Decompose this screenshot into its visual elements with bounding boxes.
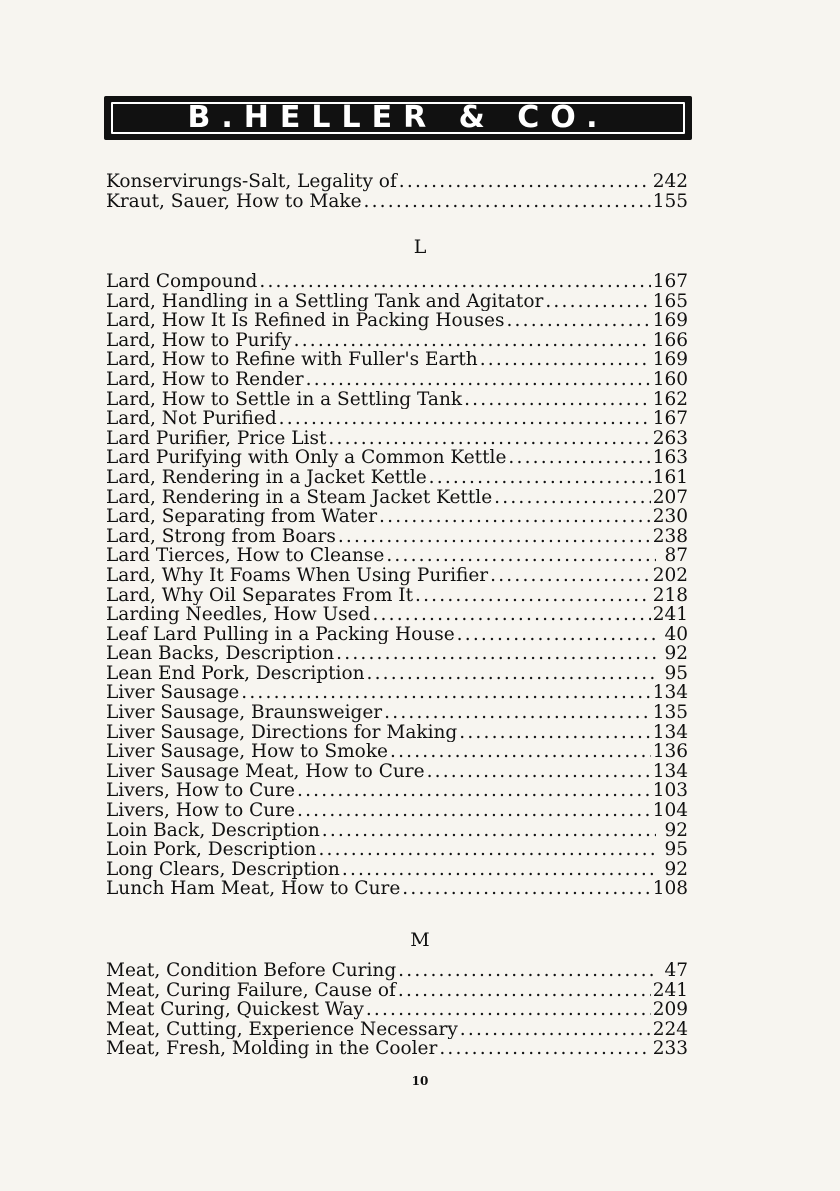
index-entry bbox=[106, 409, 688, 429]
index-entry-page: 104 bbox=[652, 801, 688, 821]
dot-leader bbox=[297, 801, 651, 821]
index-entry bbox=[106, 762, 688, 782]
index-entry-term: Lean Backs, Description bbox=[106, 644, 335, 664]
index-entry-term: Lunch Ham Meat, How to Cure bbox=[106, 879, 401, 899]
page-number: 10 bbox=[411, 1074, 429, 1088]
index-entry-page: 166 bbox=[652, 330, 688, 351]
index-entry-term: Lard, How to Purify bbox=[106, 330, 292, 351]
dot-leader bbox=[328, 429, 650, 449]
index-entry bbox=[106, 292, 688, 312]
index-entry bbox=[106, 192, 688, 212]
index-entry-term: Meat, Condition Before Curing bbox=[106, 961, 397, 981]
index-entry bbox=[106, 605, 688, 625]
dot-leader bbox=[306, 370, 651, 390]
index-entry-page: 224 bbox=[652, 1019, 688, 1040]
dot-leader bbox=[439, 1039, 650, 1059]
index-entry-term: Liver Sausage, Directions for Making bbox=[106, 722, 458, 743]
index-entry-page: 233 bbox=[652, 1039, 688, 1059]
index-entry bbox=[106, 742, 688, 762]
index-entry-term: Lard, Why It Foams When Using Purifier bbox=[106, 565, 489, 586]
dot-leader bbox=[366, 1000, 651, 1020]
index-entry-term: Liver Sausage, How to Smoke bbox=[106, 742, 388, 762]
dot-leader bbox=[506, 311, 650, 331]
index-entry-term: Kraut, Sauer, How to Make bbox=[106, 191, 362, 212]
heller-banner-logo bbox=[104, 96, 692, 140]
dot-leader bbox=[386, 546, 656, 566]
dot-leader bbox=[464, 390, 651, 410]
index-entry-page: 167 bbox=[652, 409, 688, 429]
index-entry bbox=[106, 546, 688, 566]
dot-leader bbox=[364, 192, 651, 212]
index-entry-page: 155 bbox=[652, 191, 688, 212]
index-entry-page: 207 bbox=[652, 487, 688, 508]
index-entry bbox=[106, 981, 688, 1001]
index-entry-term: Lard, Rendering in a Jacket Kettle bbox=[106, 467, 427, 488]
index-entry-term: Livers, How to Cure bbox=[106, 801, 296, 821]
index-entry-term: Konservirungs-Salt, Legality of bbox=[106, 172, 397, 192]
dot-leader bbox=[415, 586, 651, 606]
index-entry bbox=[106, 272, 688, 292]
index-entry-page: 165 bbox=[652, 291, 688, 312]
banner-frame bbox=[111, 102, 685, 134]
index-entry bbox=[106, 879, 688, 899]
dot-leader bbox=[338, 527, 651, 547]
dot-leader bbox=[398, 981, 651, 1001]
index-entry-page: 134 bbox=[652, 722, 688, 743]
index-entry-term: Meat, Cutting, Experience Necessary bbox=[106, 1019, 458, 1040]
index-entry-page: 161 bbox=[652, 467, 688, 488]
index-entry bbox=[106, 331, 688, 351]
index-entry bbox=[106, 172, 688, 192]
index-entry-term: Meat, Fresh, Molding in the Cooler bbox=[106, 1039, 438, 1059]
index-entry-term: Long Clears, Description bbox=[106, 859, 340, 880]
index-entry-term: Lard, How to Render bbox=[106, 369, 304, 390]
index-entry-page: 218 bbox=[652, 585, 688, 606]
index-entry bbox=[106, 1020, 688, 1040]
dot-leader bbox=[398, 961, 656, 981]
index-entry-term: Leaf Lard Pulling in a Packing House bbox=[106, 624, 455, 645]
index-entry-term: Lard, Separating from Water bbox=[106, 507, 378, 527]
index-entry-term: Loin Back, Description bbox=[106, 820, 320, 841]
index-entry-page: 95 bbox=[664, 840, 688, 860]
index-entry-term: Lard, How It Is Refined in Packing Houses bbox=[106, 311, 505, 331]
dot-leader bbox=[318, 840, 656, 860]
dot-leader bbox=[279, 409, 651, 429]
index-entry bbox=[106, 488, 688, 508]
index-entry-page: 163 bbox=[652, 448, 688, 468]
dot-leader bbox=[494, 488, 651, 508]
dot-leader bbox=[480, 350, 651, 370]
index-entry-term: Liver Sausage, Braunsweiger bbox=[106, 703, 383, 723]
dot-leader bbox=[402, 879, 650, 899]
dot-leader bbox=[259, 272, 650, 292]
index-entry-page: 169 bbox=[652, 311, 688, 331]
dot-leader bbox=[460, 1020, 651, 1040]
index-entry-term: Lard, Strong from Boars bbox=[106, 526, 336, 547]
index-entry-page: 241 bbox=[652, 605, 688, 625]
dot-leader bbox=[379, 507, 651, 527]
index-entry-page: 92 bbox=[664, 820, 688, 841]
index-entry-page: 167 bbox=[652, 272, 688, 292]
index-entry-term: Lard Compound bbox=[106, 272, 258, 292]
index-entry-term: Lard Purifying with Only a Common Kettle bbox=[106, 448, 507, 468]
index-entry bbox=[106, 961, 688, 981]
dot-leader bbox=[427, 762, 651, 782]
index-entry bbox=[106, 527, 688, 547]
index-entry bbox=[106, 801, 688, 821]
index-entry-term: Liver Sausage bbox=[106, 683, 240, 704]
index-entry-page: 263 bbox=[652, 428, 688, 449]
index-entry-page: 87 bbox=[664, 546, 688, 566]
index-entry bbox=[106, 1039, 688, 1059]
index-entry-page: 40 bbox=[664, 624, 688, 645]
dot-leader bbox=[342, 860, 656, 880]
index-entry-term: Larding Needles, How Used bbox=[106, 605, 371, 625]
index-entry bbox=[106, 644, 688, 664]
index-section-m bbox=[106, 961, 688, 1059]
index-entry bbox=[106, 781, 688, 801]
index-entry bbox=[106, 625, 688, 645]
dot-leader bbox=[241, 683, 650, 703]
dot-leader bbox=[429, 468, 651, 488]
index-entry-page: 103 bbox=[652, 781, 688, 802]
index-entry bbox=[106, 683, 688, 703]
banner-text: B.HELLER & CO. bbox=[187, 100, 609, 135]
dot-leader bbox=[390, 742, 651, 762]
index-entry bbox=[106, 390, 688, 410]
index-entry-page: 135 bbox=[652, 703, 688, 723]
index-entry bbox=[106, 703, 688, 723]
index-entry-page: 160 bbox=[652, 369, 688, 390]
index-entry-term: Lean End Pork, Description bbox=[106, 663, 365, 684]
index-entry-page: 238 bbox=[652, 526, 688, 547]
index-entry-page: 92 bbox=[664, 859, 688, 880]
index-entry bbox=[106, 821, 688, 841]
index-entry-term: Liver Sausage Meat, How to Cure bbox=[106, 761, 425, 782]
dot-leader bbox=[322, 821, 656, 841]
index-entry bbox=[106, 723, 688, 743]
index-entry-term: Loin Pork, Description bbox=[106, 840, 317, 860]
index-section-l bbox=[106, 272, 688, 899]
section-heading-l: L bbox=[413, 236, 427, 258]
index-entry-term: Lard, Rendering in a Steam Jacket Kettle bbox=[106, 487, 493, 508]
dot-leader bbox=[367, 664, 657, 684]
index-entry-page: 162 bbox=[652, 389, 688, 410]
index-entry bbox=[106, 664, 688, 684]
index-entry bbox=[106, 468, 688, 488]
section-heading-m: M bbox=[410, 929, 430, 951]
dot-leader bbox=[294, 331, 651, 351]
index-entry bbox=[106, 507, 688, 527]
index-entry-term: Lard, Why Oil Separates From It bbox=[106, 585, 414, 606]
index-entry bbox=[106, 429, 688, 449]
index-entry-term: Lard Purifier, Price List bbox=[106, 428, 327, 449]
index-entry-page: 169 bbox=[652, 350, 688, 370]
index-entry-page: 95 bbox=[664, 663, 688, 684]
index-entry-page: 202 bbox=[652, 565, 688, 586]
index-entry-term: Lard Tierces, How to Cleanse bbox=[106, 546, 385, 566]
index-entry-term: Lard, Not Purified bbox=[106, 409, 277, 429]
index-entry-page: 92 bbox=[664, 644, 688, 664]
dot-leader bbox=[384, 703, 651, 723]
index-entry-term: Livers, How to Cure bbox=[106, 781, 296, 802]
index-entry bbox=[106, 370, 688, 390]
index-entry-page: 209 bbox=[652, 1000, 688, 1020]
dot-leader bbox=[399, 172, 651, 192]
index-entry-term: Lard, Handling in a Settling Tank and Agitator bbox=[106, 291, 544, 312]
index-entry bbox=[106, 350, 688, 370]
index-entry bbox=[106, 311, 688, 331]
index-entry bbox=[106, 448, 688, 468]
index-entry bbox=[106, 586, 688, 606]
index-entry-page: 134 bbox=[652, 683, 688, 704]
index-entry bbox=[106, 1000, 688, 1020]
index-entry-page: 47 bbox=[664, 961, 688, 981]
index-entry-page: 242 bbox=[652, 172, 688, 192]
index-entry bbox=[106, 840, 688, 860]
index-entry-page: 108 bbox=[652, 879, 688, 899]
dot-leader bbox=[372, 605, 650, 625]
index-entry-page: 134 bbox=[652, 761, 688, 782]
index-entry-page: 230 bbox=[652, 507, 688, 527]
index-entry bbox=[106, 566, 688, 586]
index-entry-term: Meat, Curing Failure, Cause of bbox=[106, 980, 396, 1001]
index-entry-term: Meat Curing, Quickest Way bbox=[106, 1000, 364, 1020]
index-section-k bbox=[106, 172, 688, 211]
dot-leader bbox=[336, 644, 656, 664]
dot-leader bbox=[490, 566, 651, 586]
index-entry bbox=[106, 860, 688, 880]
dot-leader bbox=[297, 781, 651, 801]
index-entry-term: Lard, How to Refine with Fuller's Earth bbox=[106, 350, 478, 370]
index-entry-page: 241 bbox=[652, 980, 688, 1001]
index-entry-page: 136 bbox=[652, 742, 688, 762]
dot-leader bbox=[459, 723, 650, 743]
index-entry-term: Lard, How to Settle in a Settling Tank bbox=[106, 389, 463, 410]
dot-leader bbox=[545, 292, 650, 312]
dot-leader bbox=[508, 448, 650, 468]
dot-leader bbox=[457, 625, 656, 645]
